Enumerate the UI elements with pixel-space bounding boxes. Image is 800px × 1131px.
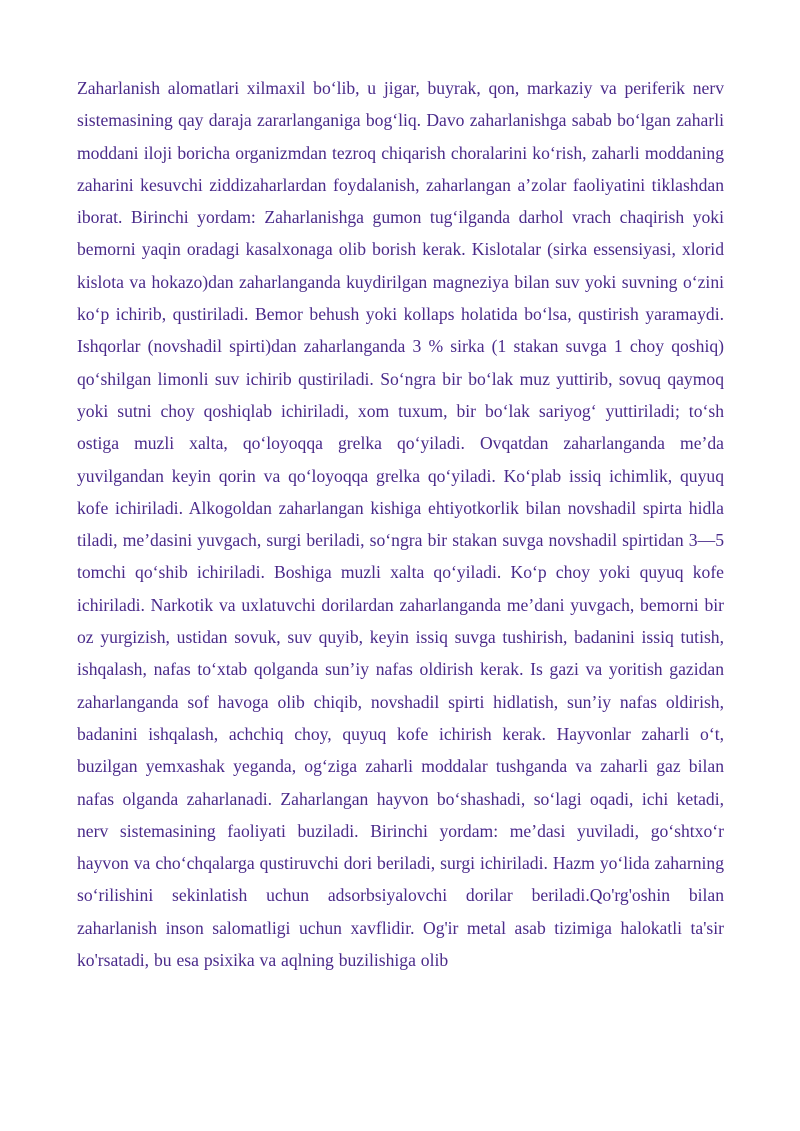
body-paragraph: Zaharlanish alomatlari xilmaxil bo‘lib, u jigar, buyrak, qon, markaziy va periferik nerv sistemasining qay daraja zararlanganiga bog‘liq. Davo zaharlanishga sabab bo‘lgan zaharli moddani iloji boricha organizmdan tezroq chiqarish choralarini ko‘rish, zaharli moddaning zaharini kesuvchi ziddizaharlardan foydalanish, zaharlangan a’zolar faoliyatini tiklashdan iborat. Birinchi yordam: Zaharlanishga gumon tug‘ilganda darhol vrach chaqirish yoki bemorni yaqin oradagi kasalxonaga olib borish kerak. Kislotalar (sirka essensiyasi, xlorid kislota va hokazo)dan zaharlanganda kuydirilgan magneziya bilan suv yoki suvning o‘zini ko‘p ichirib, qustiriladi. Bemor behush yoki kollaps holatida bo‘lsa, qustirish yaramaydi. Ishqorlar (novshadil spirti)dan zaharlanganda 3 % sirka (1 stakan suvga 1 choy qoshiq) qo‘shilgan limonli suv ichirib qustiriladi. So‘ngra bir bo‘lak muz yuttirib, sovuq qaymoq yoki sutni choy qoshiqlab ichiriladi, xom tuxum, bir bo‘lak sariyog‘ yuttiriladi; to‘sh ostiga muzli xalta, qo‘loyoqqa grelka qo‘yiladi. Ovqatdan zaharlanganda me’da yuvilgandan keyin qorin va qo‘loyoqqa grelka qo‘yiladi. Ko‘plab issiq ichimlik, quyuq kofe ichiriladi. Alkogoldan zaharlangan kishiga ehtiyotkorlik bilan novshadil spirta hidla tiladi, me’dasini yuvgach, surgi beriladi, so‘ngra bir stakan suvga novshadil spirtidan 3—5 tomchi qo‘shib ichiriladi. Boshiga muzli xalta qo‘yiladi. Ko‘p choy yoki quyuq kofe ichiriladi. Narkotik va uxlatuvchi dorilardan zaharlanganda me’dani yuvgach, bemorni bir oz yurgizish, ustidan sovuk, suv quyib, keyin issiq suvga tushirish, badanini issiq tutish, ishqalash, nafas to‘xtab qolganda sun’iy nafas oldirish kerak. Is gazi va yoritish gazidan zaharlanganda sof havoga olib chiqib, novshadil spirti hidlatish, sun’iy nafas oldirish, badanini ishqalash, achchiq choy, quyuq kofe ichirish kerak. Hayvonlar zaharli o‘t, buzilgan yemxashak yeganda, og‘ziga zaharli moddalar tushganda va zaharli gaz bilan nafas olganda zaharlanadi. Zaharlangan hayvon bo‘shashadi, so‘lagi oqadi, ichi ketadi, nerv sistemasining faoliyati buziladi. Birinchi yordam: me’dasi yuviladi, go‘shtxo‘r hayvon va cho‘chqalarga qustiruvchi dori beriladi, surgi ichiriladi. Hazm yo‘lida zaharning so‘rilishini sekinlatish uchun adsorbsiyalovchi dorilar beriladi.Qo'rg'oshin bilan zaharlanish inson salomatligi uchun xavflidir. Og'ir metal asab tizimiga halokatli ta'sir ko'rsatadi, bu esa psixika va aqlning buzilishiga olib [77, 78, 724, 971]
